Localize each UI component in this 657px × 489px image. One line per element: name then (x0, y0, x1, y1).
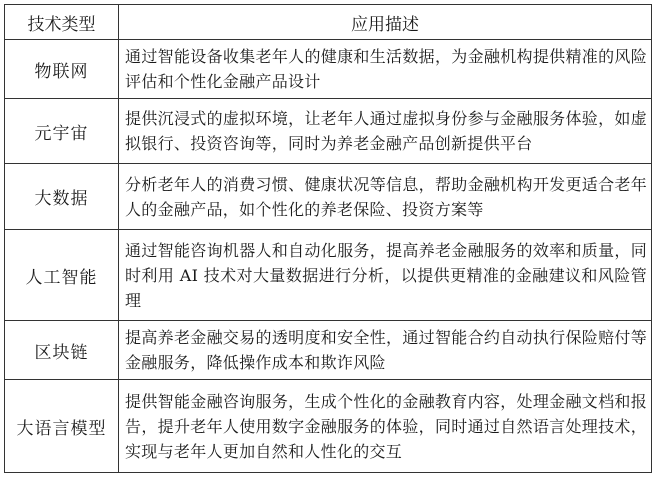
table-row (5, 380, 652, 473)
table-row (5, 164, 652, 230)
table-row (5, 99, 652, 164)
tech-type-cell: 元宇宙 (5, 99, 119, 164)
table-row (5, 40, 652, 99)
table-header-row (5, 5, 652, 40)
tech-type-cell: 物联网 (5, 40, 119, 99)
tech-type-cell: 区块链 (5, 321, 119, 380)
table-row (5, 321, 652, 380)
header-app-desc: 应用描述 (119, 5, 652, 40)
app-desc-cell: 提供沉浸式的虚拟环境，让老年人通过虚拟身份参与金融服务体验，如虚拟银行、投资咨询等，同时为养老金融产品创新提供平台 (119, 99, 652, 164)
table-row (5, 230, 652, 321)
app-desc-cell: 通过智能设备收集老年人的健康和生活数据，为金融机构提供精准的风险评估和个性化金融产品设计 (119, 40, 652, 99)
tech-type-cell: 大数据 (5, 164, 119, 230)
app-desc-cell: 提高养老金融交易的透明度和安全性，通过智能合约自动执行保险赔付等金融服务，降低操作成本和欺诈风险 (119, 321, 652, 380)
app-desc-cell: 通过智能咨询机器人和自动化服务，提高养老金融服务的效率和质量，同时利用 AI 技术对大量数据进行分析，以提供更精准的金融建议和风险管理 (119, 230, 652, 321)
app-desc-cell: 提供智能金融咨询服务，生成个性化的金融教育内容，处理金融文档和报告，提升老年人使用数字金融服务的体验，同时通过自然语言处理技术，实现与老年人更加自然和人性化的交互 (119, 380, 652, 473)
header-tech-type: 技术类型 (5, 5, 119, 40)
app-desc-cell: 分析老年人的消费习惯、健康状况等信息，帮助金融机构开发更适合老年人的金融产品，如个性化的养老保险、投资方案等 (119, 164, 652, 230)
technology-table (4, 4, 652, 473)
tech-type-cell: 大语言模型 (5, 380, 119, 473)
tech-type-cell: 人工智能 (5, 230, 119, 321)
